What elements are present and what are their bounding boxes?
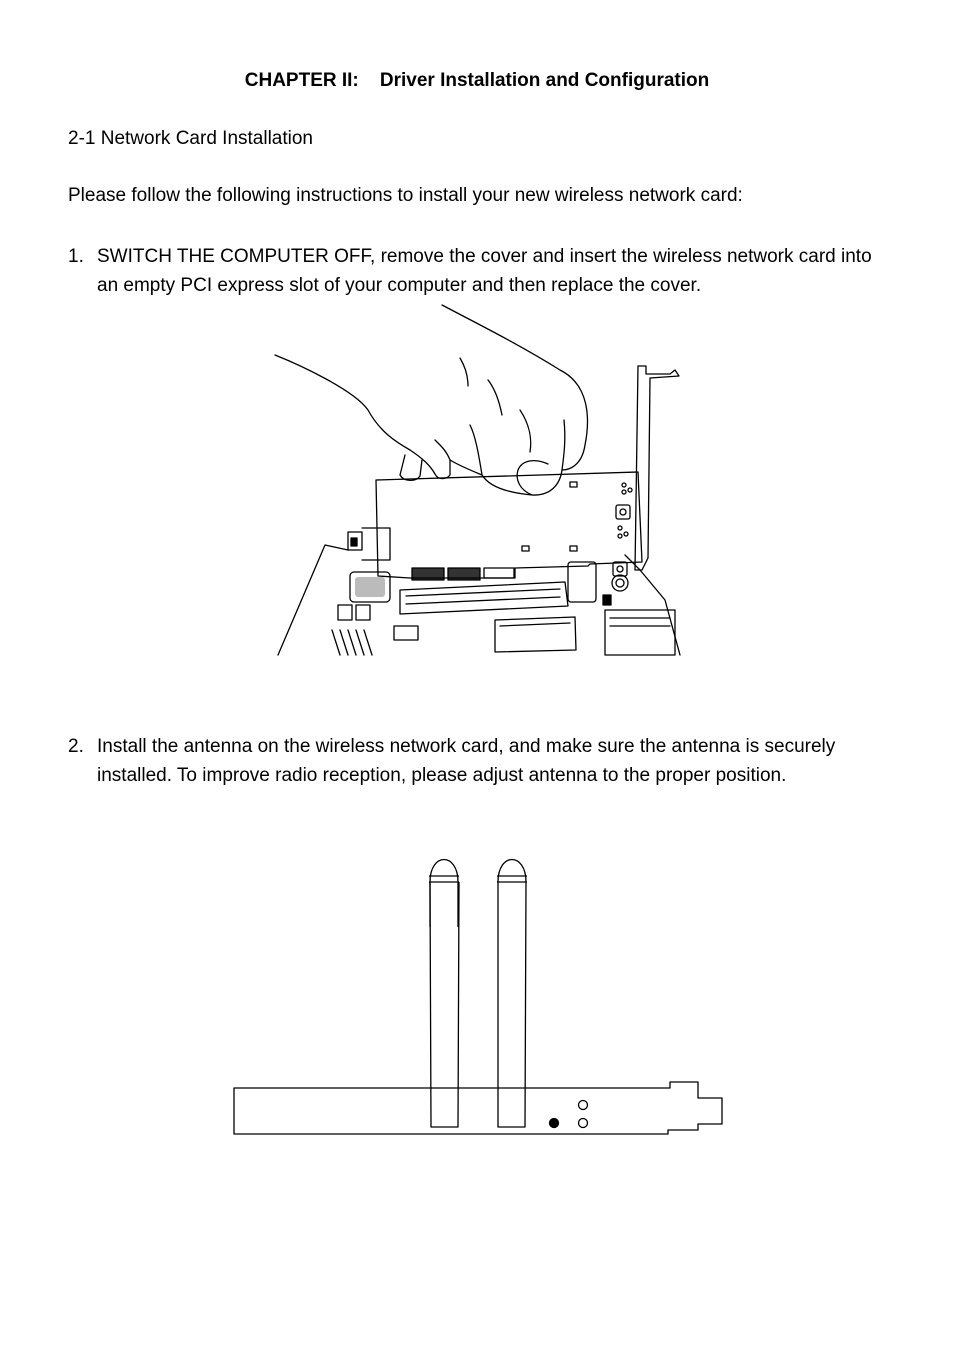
led-indicator	[579, 1119, 588, 1128]
led-indicator	[579, 1101, 588, 1110]
card-insertion-illustration	[270, 300, 690, 660]
step-2-text: Install the antenna on the wireless network card, and make sure the antenna is securely installed. To improve radio reception, please adjust antenna to the proper position.	[97, 736, 836, 786]
step-1	[68, 242, 888, 300]
card-bracket-outline	[234, 1082, 722, 1134]
antenna-card-illustration	[228, 842, 728, 1142]
hand	[275, 305, 587, 495]
chapter-title: CHAPTER II: Driver Installation and Configuration	[244, 70, 710, 91]
small-chip	[394, 626, 418, 640]
step-1-number: 1.	[68, 246, 84, 267]
step-2-number: 2.	[68, 736, 84, 757]
network-card	[376, 472, 642, 578]
motherboard-outline	[278, 545, 348, 655]
pci-express-slot	[495, 617, 576, 652]
step-2	[68, 732, 888, 790]
led-indicator	[550, 1119, 559, 1128]
antenna-left	[429, 860, 459, 1128]
antenna-right	[497, 860, 527, 1128]
intro-paragraph: Please follow the following instructions to install your new wireless network card:	[68, 185, 743, 206]
step-1-text: SWITCH THE COMPUTER OFF, remove the cover and insert the wireless network card into an empty PCI express slot of your computer and then replace the cover.	[97, 246, 872, 296]
section-heading: 2-1 Network Card Installation	[68, 128, 313, 149]
